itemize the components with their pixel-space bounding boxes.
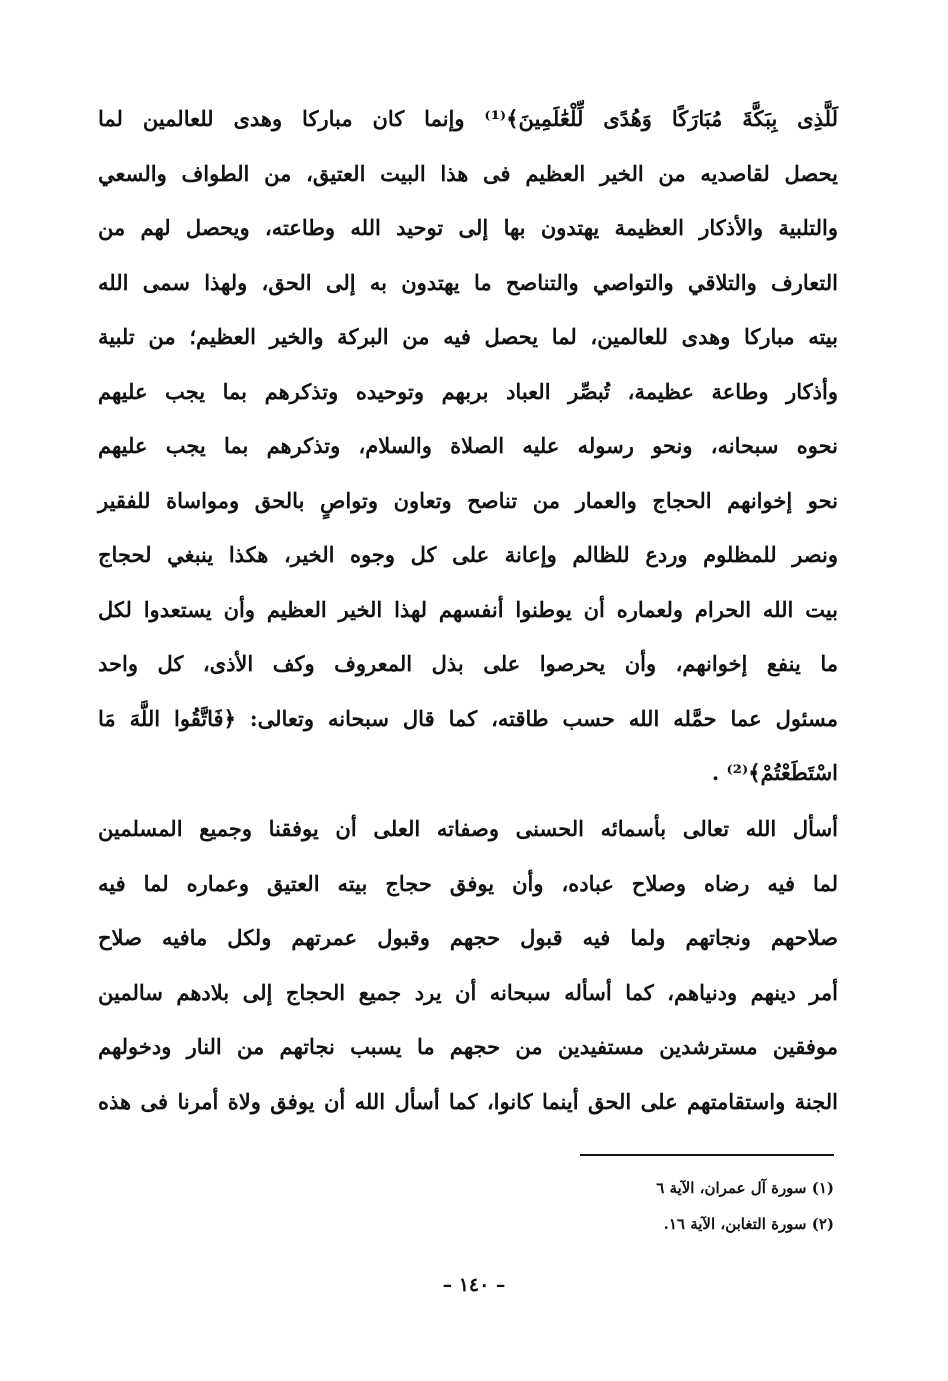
main-paragraph xyxy=(98,92,838,801)
text-line: أسأل الله تعالى بأسمائه الحسنى وصفاته العلى أن يوفقنا وجميع المسلمين xyxy=(98,816,838,841)
text-line: مسئول عما حمَّله الله حسب طاقته، كما قال سبحانه وتعالى: ﴿فَاتَّقُوا اللَّهَ مَا xyxy=(98,705,838,731)
text-line: موفقين مسترشدين مستفيدين من حجهم ما يسبب نجاتهم من النار ودخولهم xyxy=(98,1034,838,1059)
text-line: بيته مباركا وهدى للعالمين، لما يحصل فيه من البركة والخير العظيم؛ من تلبية xyxy=(98,324,838,349)
footnote-1: (١) سورة آل عمران، الآية ٦ xyxy=(656,1179,834,1197)
text-line: الجنة واستقامتهم على الحق أينما كانوا، كما أسأل الله أن يوفق ولاة أمرنا فى هذه xyxy=(98,1088,838,1114)
footnotes xyxy=(500,1170,834,1242)
text-line: ما ينفع إخوانهم، وأن يحرصوا على بذل المعروف وكف الأذى، كل واحد xyxy=(98,651,838,676)
text-line: صلاحهم ونجاتهم ولما فيه قبول حجهم وقبول عمرتهم ولكل مافيه صلاح xyxy=(98,925,838,950)
closing-paragraph xyxy=(98,802,838,1129)
text-line: التعارف والتلاقي والتواصي والتناصح ما يهتدون به إلى الحق، ولهذا سمى الله xyxy=(98,269,838,295)
text-line: لما فيه رضاه وصلاح عباده، وأن يوفق حجاج بيته العتيق وعماره لما فيه xyxy=(98,870,838,896)
footnote-2: (٢) سورة التغابن، الآية ١٦. xyxy=(663,1215,834,1233)
text-line: بيت الله الحرام ولعماره أن يوطنوا أنفسهم لهذا الخير العظيم وأن يستعدوا لكل xyxy=(98,596,838,622)
text-line: يحصل لقاصديه من الخير العظيم فى هذا البيت العتيق، من الطواف والسعي xyxy=(98,160,838,186)
footnote-divider xyxy=(580,1154,834,1156)
text-line: لَلَّذِى بِبَكَّةَ مُبَارَكًا وَهُدًى لِّلْعَٰلَمِينَ﴾⁽¹⁾ وإنما كان مباركا وهدى للعالمين لما xyxy=(98,106,838,131)
text-line: ونصر للمظلوم وردع للظالم وإعانة على كل وجوه الخير، هكذا ينبغي لحجاج xyxy=(98,542,838,567)
text-line: والتلبية والأذكار العظيمة يهتدون بها إلى توحيد الله وطاعته، ويحصل لهم من xyxy=(98,215,838,240)
text-line: أمر دينهم ودنياهم، كما أسأله سبحانه أن يرد جميع الحجاج إلى بلادهم سالمين xyxy=(98,979,838,1005)
text-line: وأذكار وطاعة عظيمة، تُبصِّر العباد بربهم وتوحيده وتذكرهم بما يجب عليهم xyxy=(98,378,838,404)
text-line: نحوه سبحانه، ونحو رسوله عليه الصلاة والسلام، وتذكرهم بما يجب عليهم xyxy=(98,433,838,458)
text-line: نحو إخوانهم الحجاج والعمار من تناصح وتعاون وتواصٍ بالحق ومواساة للفقير xyxy=(98,487,838,513)
page-number: – ١٤٠ – xyxy=(442,1274,506,1296)
text-line: اسْتَطَعْتُمْ﴾⁽²⁾ . xyxy=(711,760,838,785)
